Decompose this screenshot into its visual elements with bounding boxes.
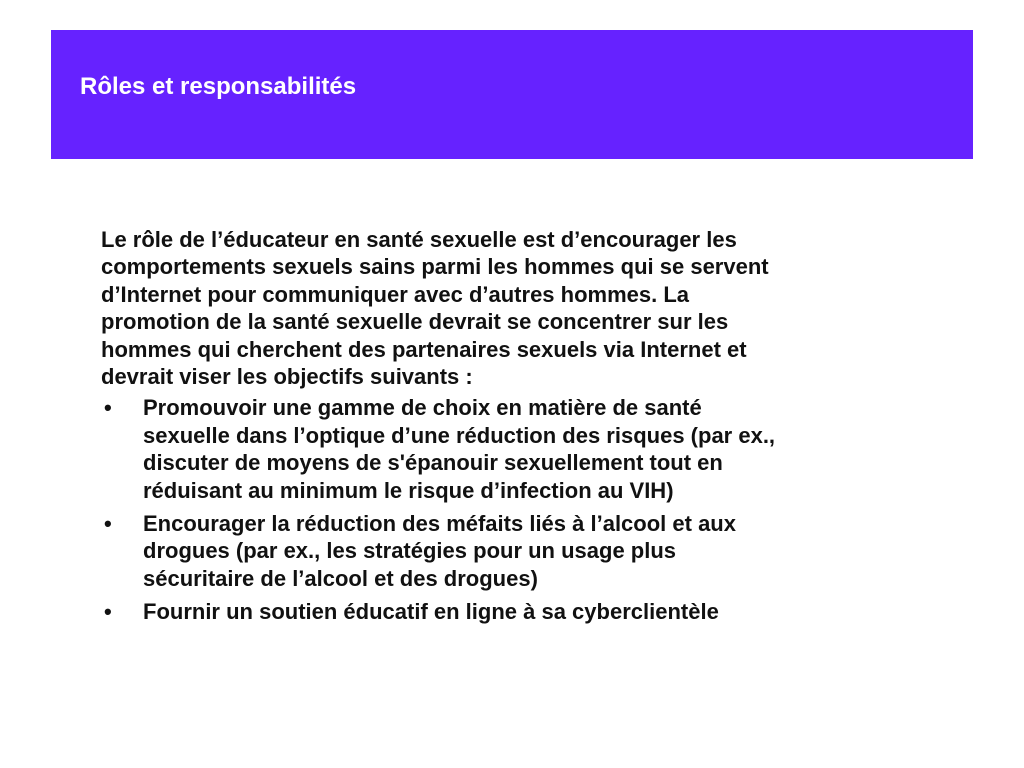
bullet-text: Encourager la réduction des méfaits liés à l’alcool et aux drogues (par ex., les stratégies pour un usage plus sécuritaire de l’alcool et des drogues) [143,511,736,591]
slide-body [101,226,981,632]
slide-title: Rôles et responsabilités [80,73,357,100]
bullet-icon: • [104,395,112,421]
bullet-icon: • [104,511,112,537]
bullet-item [101,394,981,504]
bullet-item [101,510,981,592]
bullet-item [101,598,981,625]
bullet-text: Fournir un soutien éducatif en ligne à sa cyberclientèle [143,599,719,625]
bullet-icon: • [104,599,112,625]
bullet-text: Promouvoir une gamme de choix en matière de santé sexuelle dans l’optique d’une réduction des risques (par ex., discuter de moyens de s'épanouir sexuellement tout en réduisant au minimum le risque d’infection au VIH) [143,395,776,503]
intro-paragraph: Le rôle de l’éducateur en santé sexuelle est d’encourager les comportements sexuels sains parmi les hommes qui se servent d’Internet pour communiquer avec d’autres hommes. La promotion de la santé sexuelle devrait se concentrer sur les hommes qui cherchent des partenaires sexuels via Internet et devrait viser les objectifs suivants : [101,227,769,390]
title-banner [51,30,973,159]
bullet-list [101,394,981,625]
